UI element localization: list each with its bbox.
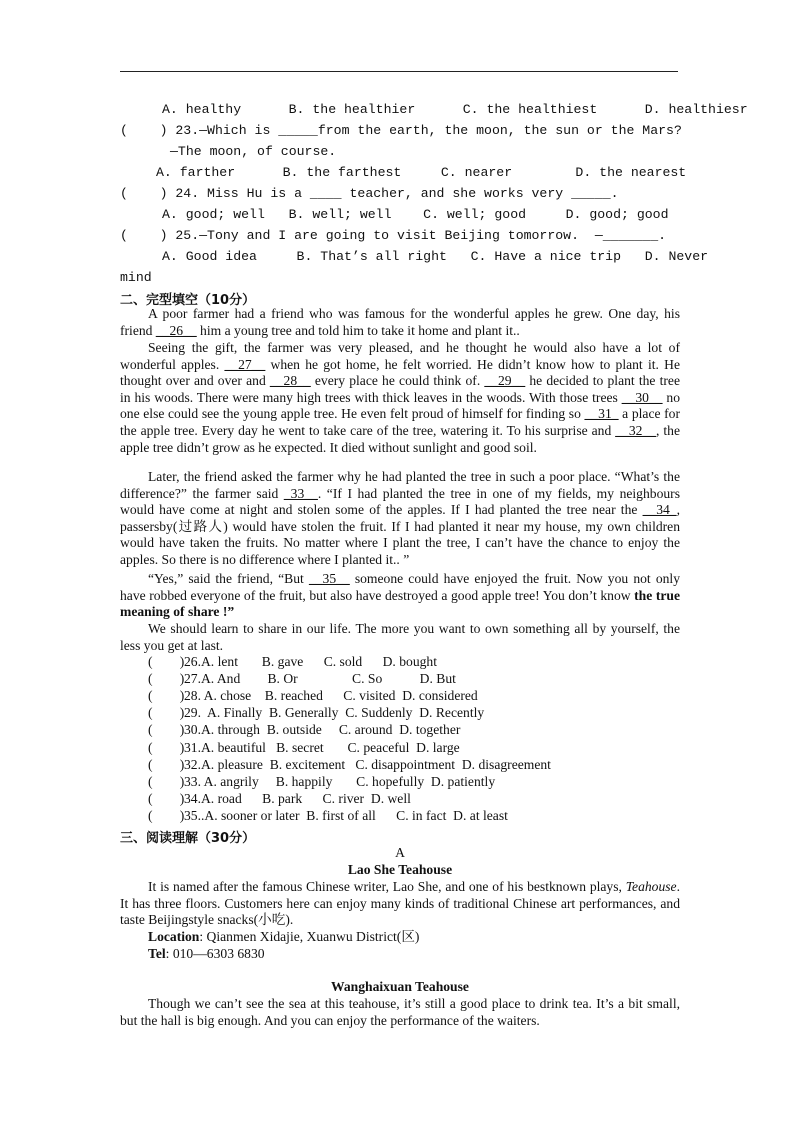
cloze-paragraph-2 [120,340,680,456]
cloze-p3-text-b: . “If I had planted the tree in one of my fields, my neighbours would have come at night and stolen some of the apples. If I had planted the tree near the [120,485,680,518]
option-text: 34.A. road B. park C. river D. well [184,791,411,806]
answer-paren: ( ) [148,722,185,737]
option-row-31 [148,740,460,756]
header-rule [120,71,678,72]
cloze-p2-text-a: Seeing the gift, the farmer was very pleased, and he thought he would also have a lot of wonderful apples. [120,340,680,372]
answer-paren: ( ) [148,757,185,772]
q22-options-text: A. healthy B. the healthier C. the healthiest D. healthiesr [162,102,748,117]
answer-paren: ( ) [148,688,185,703]
answer-paren: ( ) [148,654,185,669]
option-row-28 [148,688,478,704]
cloze-p1-text-a: A poor farmer had a friend who was famous for the wonderful apples he grew. One day, his friend [120,306,680,338]
answer-paren: ( ) [148,774,185,789]
location-value: : Qianmen Xidajie, Xuanwu District(区) [199,929,420,944]
cloze-p3-text-c: , passersby(过路人) would have stolen the fruit. If I had planted it near my house, my own children would have taken the fruits. No matter where I plant the tree, I can’t have the chance to enjoy the apples. So there is no difference where I planted it.. ” [120,502,680,567]
teahouse-2-description: Though we can’t see the sea at this teahouse, it’s still a good place to drink tea. It’s a bit small, but the hall is big enough. And you can enjoy the performance of the waiters. [120,996,680,1028]
answer-paren: ( ) [148,808,185,823]
q25-options [120,246,709,267]
option-row-35 [148,808,508,824]
q23-options-text: A. farther B. the farthest C. nearer D. the nearest [156,165,687,180]
option-row-33 [148,774,495,790]
location-label: Location [148,929,200,944]
option-text: 27.A. And B. Or C. So D. But [184,671,456,686]
cloze-p2-text-e: no one else could see the young apple tree. He even felt proud of himself for finding so [120,389,680,422]
blank-26: __26__ [155,322,197,338]
q24-options [120,204,690,225]
blank-33: _33__ [283,485,318,501]
option-text: 28. A. chose B. reached C. visited D. considered [184,688,478,703]
blank-34: __34_ [642,502,677,518]
true-meaning-phrase: the true meaning of share !” [120,587,680,620]
cloze-p2-text-g: , the apple tree didn’t grow as he expected. It died without sunlight and good soil. [120,422,680,455]
cloze-p1-text-b: him a young tree and told him to take it home and plant it.. [196,322,520,338]
answer-paren: ( ) [148,791,185,806]
answer-paren: ( ) [148,705,185,720]
cloze-paragraph-1 [120,306,680,339]
tel-label: Tel [148,946,166,961]
option-text: 29. A. Finally B. Generally C. Suddenly D. Recently [184,705,485,720]
play-title: Teahouse [625,879,677,894]
cloze-p2-text-c: every place he could think of. [310,373,485,389]
teahouse-1-location [120,929,708,946]
option-text: 32.A. pleasure B. excitement C. disappointment D. disagreement [184,757,551,772]
question-25: ( ) 25.—Tony and I are going to visit Beijing tomorrow. —_______. [120,228,667,243]
q23-answer-text: —The moon, of course. [170,144,337,159]
cloze-heading: 二、完型填空（10分） [120,293,256,308]
q24-options-text: A. good; well B. well; well C. well; good D. good; good [162,207,669,222]
cloze-p4-text-a: “Yes,” said the friend, “But [148,571,309,586]
option-text: 35..A. sooner or later B. first of all C. in fact D. at least [184,808,508,823]
blank-27: __27__ [224,356,266,372]
blank-32: __32__ [615,422,657,438]
cloze-p2-text-d: he decided to plant the tree in his woods. There were many high trees with thick leaves in the woods. With those trees [120,373,680,405]
q23-options [120,162,690,183]
reading-part-label: A [395,845,405,860]
t1-text-b: . It has three floors. Customers here can enjoy many kinds of traditional Chinese art performances, and taste Beijingstyle snacks(小吃). [120,879,680,928]
question-24: ( ) 24. Miss Hu is a ____ teacher, and she works very _____. [120,186,619,201]
blank-31: __31_ [584,406,619,422]
blank-28: __28__ [269,373,311,389]
q25-options-cont: mind [120,270,152,285]
option-text: 31.A. beautiful B. secret C. peaceful D. large [184,740,460,755]
question-23: ( ) 23.—Which is _____from the earth, the moon, the sun or the Mars? [120,123,682,138]
t1-text-a: It is named after the famous Chinese writer, Lao She, and one of his bestknown plays, [148,879,626,894]
cloze-p2-text-f: a place for the apple tree. Every day he went to take care of the tree, watering it. To his surprise and [120,406,680,438]
option-row-30 [148,722,460,738]
teahouse-1-description [120,879,680,929]
option-text: 30.A. through B. outside C. around D. together [184,722,461,737]
tel-value: : 010—6303 6830 [165,946,265,961]
q25-options-text: A. Good idea B. That’s all right C. Have a nice trip D. Never [162,249,709,264]
q23-answer [120,141,690,162]
cloze-p2-text-b: when he got home, he felt worried. He didn’t know how to plant it. He thought over and over and [120,356,680,389]
cloze-paragraph-4 [120,571,680,621]
blank-29: __29__ [484,373,526,389]
cloze-p3-text-a: Later, the friend asked the farmer why he had planted the tree in such a poor place. “What’s the difference?” the farmer said [120,469,680,501]
cloze-paragraph-5: We should learn to share in our life. The more you want to own something all by yourself, the less you get at last. [120,621,680,653]
teahouse-1-title: Lao She Teahouse [347,862,453,877]
teahouse-1-tel [120,946,708,963]
option-row-27 [148,671,456,687]
answer-paren: ( ) [148,740,185,755]
cloze-paragraph-3 [120,469,680,569]
cloze-p4-text-b: someone could have enjoyed the fruit. Now you not only have robbed everyone of the fruit, but also have destroyed a good apple tree! You don’t know [120,571,680,603]
reading-heading: 三、阅读理解（30分） [120,831,256,846]
q22-options [120,99,748,120]
option-text: 26.A. lent B. gave C. sold D. bought [184,654,437,669]
option-row-32 [148,757,551,773]
blank-35: __35__ [308,571,350,586]
option-row-26 [148,654,437,670]
option-text: 33. A. angrily B. happily C. hopefully D. patiently [184,774,496,789]
blank-30: __30__ [621,389,663,405]
answer-paren: ( ) [148,671,185,686]
option-row-29 [148,705,484,721]
teahouse-2-title: Wanghaixuan Teahouse [331,979,469,994]
option-row-34 [148,791,411,807]
